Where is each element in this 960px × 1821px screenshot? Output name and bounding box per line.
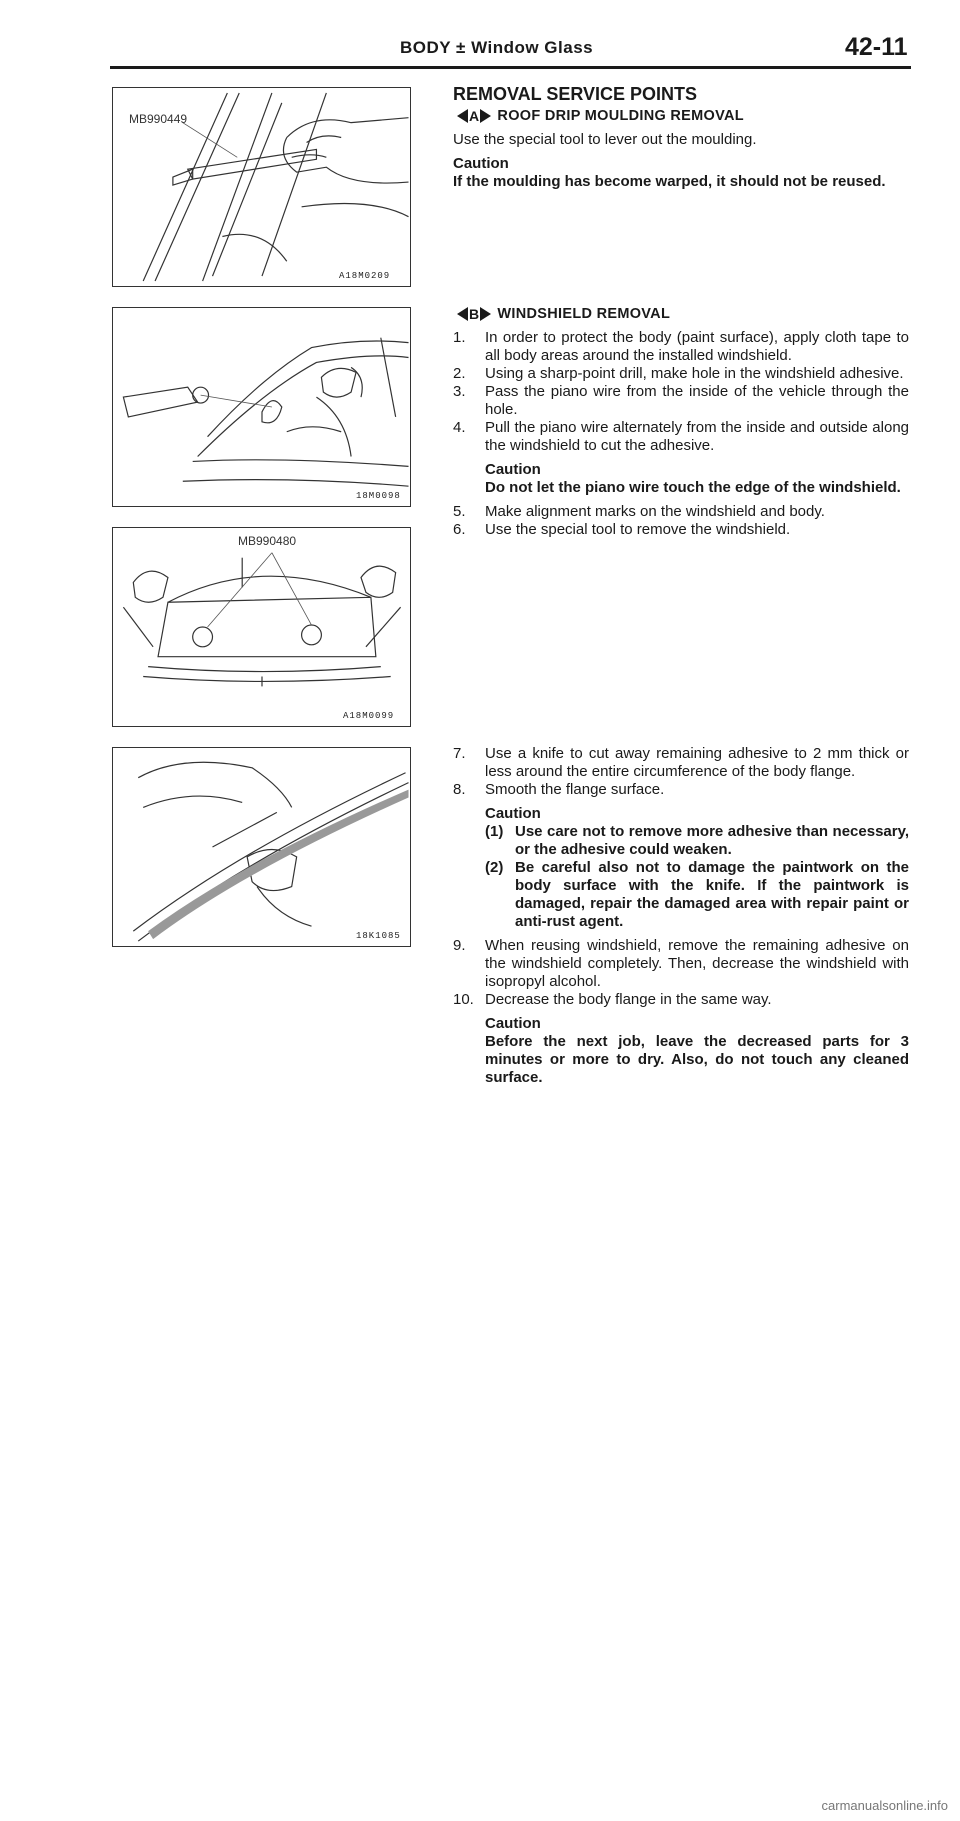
steps-list xyxy=(453,937,909,1009)
piano-wire-illustration xyxy=(113,308,410,506)
windshield-removal-illustration xyxy=(113,528,410,726)
list-item: 1. In order to protect the body (paint surface), apply cloth tape to all body areas around the installed windshield. xyxy=(453,329,909,364)
header-rule xyxy=(110,66,911,69)
list-item: 6. Use the special tool to remove the windshield. xyxy=(453,521,791,538)
section-adhesive-cleanup xyxy=(453,745,909,1087)
caution-title: Caution xyxy=(485,461,541,478)
figure-code: A18M0209 xyxy=(339,271,391,281)
figure-piano-wire xyxy=(112,307,411,507)
caution-block xyxy=(485,805,909,931)
list-item: 3. Pass the piano wire from the inside of the vehicle through the hole. xyxy=(453,383,909,418)
page-header-title: BODY ± Window Glass xyxy=(400,38,594,57)
list-item: 8. Smooth the flange surface. xyxy=(453,781,665,798)
section-windshield-removal xyxy=(453,305,909,539)
steps-list xyxy=(453,503,909,539)
figure-code: 18M0098 xyxy=(356,491,401,501)
footer-watermark: carmanualsonline.info xyxy=(821,1798,948,1813)
page-number: 42-11 xyxy=(845,33,908,61)
triangle-left-icon xyxy=(457,307,468,321)
caution-title: Caution xyxy=(485,805,541,822)
section-removal-service-points xyxy=(453,85,909,191)
figure-roof-drip-moulding xyxy=(112,87,411,287)
triangle-right-icon xyxy=(480,109,491,123)
caution-block xyxy=(485,461,909,497)
subsection-heading-a xyxy=(453,107,909,125)
caution-text: Do not let the piano wire touch the edge of the windshield. xyxy=(485,479,901,496)
figure-tool-label: MB990449 xyxy=(129,112,188,126)
triangle-left-icon xyxy=(457,109,468,123)
list-item: 7. Use a knife to cut away remaining adhesive to 2 mm thick or less around the entire circumference of the body flange. xyxy=(453,745,909,780)
section-title: REMOVAL SERVICE POINTS xyxy=(453,84,698,104)
caution-title: Caution xyxy=(485,1015,541,1032)
figure-code: A18M0099 xyxy=(343,711,395,721)
list-item: 9. When reusing windshield, remove the remaining adhesive on the windshield completely. Then, decrease the windshield with isopropyl alcohol. xyxy=(453,937,909,990)
steps-list xyxy=(453,745,909,799)
figure-code: 18K1085 xyxy=(356,931,401,941)
subsection-title: WINDSHIELD REMOVAL xyxy=(497,306,671,322)
caution-list xyxy=(485,823,909,931)
body-paragraph: Use the special tool to lever out the moulding. xyxy=(453,131,757,148)
figure-windshield-removal xyxy=(112,527,411,727)
figure-tool-label: MB990480 xyxy=(238,534,297,548)
list-item: 2. Using a sharp-point drill, make hole in the windshield adhesive. xyxy=(453,365,904,382)
subsection-title: ROOF DRIP MOULDING REMOVAL xyxy=(497,108,744,124)
knife-adhesive-illustration xyxy=(113,748,410,946)
caution-title: Caution xyxy=(453,155,509,172)
list-item: 5. Make alignment marks on the windshield and body. xyxy=(453,503,825,520)
subsection-heading-b xyxy=(453,305,909,323)
list-item: 10. Decrease the body flange in the same way. xyxy=(453,991,772,1008)
list-item: 4. Pull the piano wire alternately from the inside and outside along the windshield to cut the adhesive. xyxy=(453,419,909,454)
caution-text: If the moulding has become warped, it should not be reused. xyxy=(453,173,886,190)
caution-text: Before the next job, leave the decreased parts for 3 minutes or more to dry. Also, do not touch any cleaned surface. xyxy=(485,1033,909,1086)
triangle-right-icon xyxy=(480,307,491,321)
service-point-marker-b: B xyxy=(457,305,491,323)
service-point-marker-a: A xyxy=(457,107,491,125)
steps-list xyxy=(453,329,909,455)
figure-knife-adhesive xyxy=(112,747,411,947)
caution-block xyxy=(485,1015,909,1087)
list-item: (2) Be careful also not to damage the paintwork on the body surface with the knife. If the paintwork is damaged, repair the damaged area with repair paint or anti-rust agent. xyxy=(485,859,909,930)
list-item: (1) Use care not to remove more adhesive than necessary, or the adhesive could weaken. xyxy=(485,823,909,858)
